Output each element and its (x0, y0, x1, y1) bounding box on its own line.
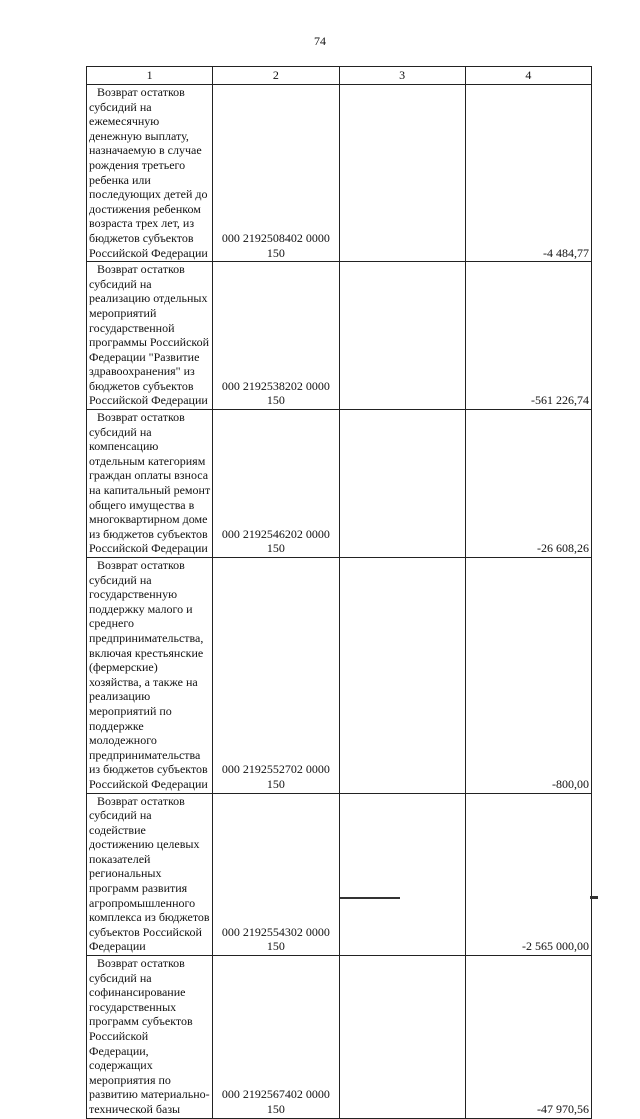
row-code: 000 2192546202 0000 150 (213, 410, 339, 558)
table-row (87, 793, 592, 956)
scan-mark (590, 896, 598, 899)
header-col-4: 4 (465, 67, 591, 85)
row-code: 000 2192552702 0000 150 (213, 558, 339, 794)
row-description: Возврат остатков субсидий на компенсацию отдельным категориям граждан оплаты взноса на капитальный ремонт общего имущества в многоквартирном доме из бюджетов субъектов Российской Федерации (87, 410, 213, 558)
table-row (87, 262, 592, 410)
row-amount: -2 565 000,00 (465, 793, 591, 956)
row-description: Возврат остатков субсидий на государственную поддержку малого и среднего предпринимательства, включая крестьянские (фермерские) хозяйства, а также на реализацию мероприятий по поддержке молодежного предпринимательства из бюджетов субъектов Российской Федерации (87, 558, 213, 794)
row-col3 (339, 956, 465, 1119)
page-number: 74 (314, 34, 326, 48)
row-amount: -47 970,56 (465, 956, 591, 1119)
row-amount: -561 226,74 (465, 262, 591, 410)
row-col3 (339, 85, 465, 262)
header-col-2: 2 (213, 67, 339, 85)
row-description: Возврат остатков субсидий на софинансирование государственных программ субъектов Российской Федерации, содержащих мероприятия по развитию материально-технической базы (87, 956, 213, 1119)
table-row (87, 85, 592, 262)
row-col3 (339, 558, 465, 794)
row-amount: -26 608,26 (465, 410, 591, 558)
budget-table (86, 66, 592, 1119)
header-col-1: 1 (87, 67, 213, 85)
row-amount: -4 484,77 (465, 85, 591, 262)
row-code: 000 2192567402 0000 150 (213, 956, 339, 1119)
scan-mark (340, 897, 400, 899)
row-description: Возврат остатков субсидий на ежемесячную денежную выплату, назначаемую в случае рождения третьего ребенка или последующих детей до достижения ребенком возраста трех лет, из бюджетов субъектов Российской Федерации (87, 85, 213, 262)
row-col3 (339, 262, 465, 410)
row-col3 (339, 793, 465, 956)
row-description: Возврат остатков субсидий на содействие достижению целевых показателей региональных программ развития агропромышленного комплекса из бюджетов субъектов Российской Федерации (87, 793, 213, 956)
row-amount: -800,00 (465, 558, 591, 794)
table-row (87, 410, 592, 558)
row-col3 (339, 410, 465, 558)
table-header-row (87, 67, 592, 85)
table-row (87, 956, 592, 1119)
header-col-3: 3 (339, 67, 465, 85)
row-description: Возврат остатков субсидий на реализацию отдельных мероприятий государственной программы Российской Федерации "Развитие здравоохранения" из бюджетов субъектов Российской Федерации (87, 262, 213, 410)
row-code: 000 2192538202 0000 150 (213, 262, 339, 410)
row-code: 000 2192508402 0000 150 (213, 85, 339, 262)
table-row (87, 558, 592, 794)
row-code: 000 2192554302 0000 150 (213, 793, 339, 956)
